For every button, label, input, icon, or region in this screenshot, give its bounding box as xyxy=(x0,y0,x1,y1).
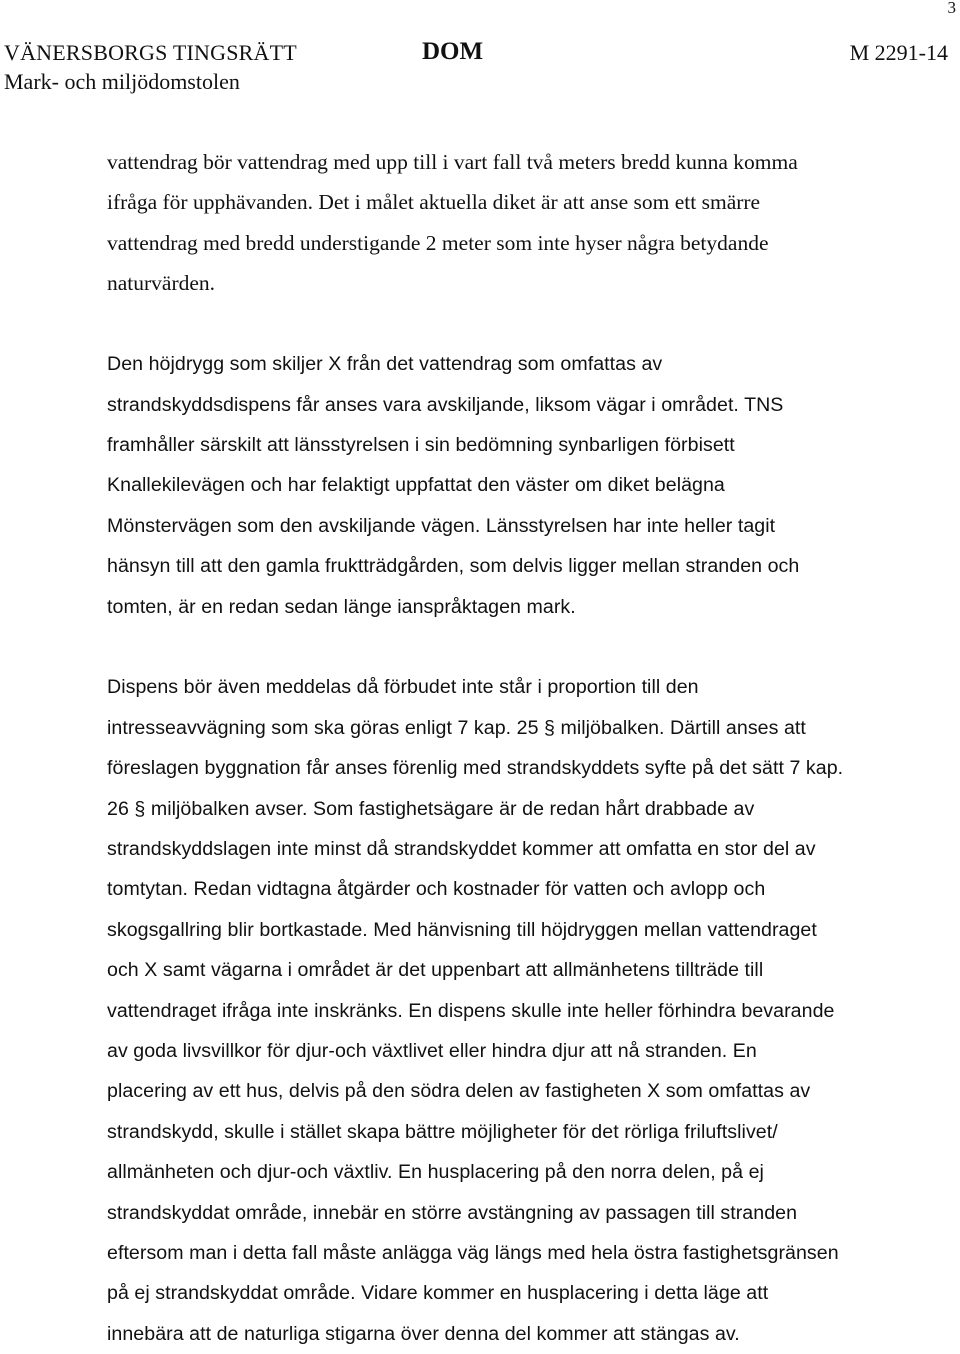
text-line: skogsgallring blir bortkastade. Med hänvisning till höjdryggen mellan vattendraget xyxy=(107,918,817,941)
page-number: 3 xyxy=(947,0,956,17)
text-line: vattendrag med bredd understigande 2 meter som inte hyser några betydande xyxy=(107,230,769,255)
paragraph-3 xyxy=(107,667,907,1354)
text-line: tomtytan. Redan vidtagna åtgärder och kostnader för vatten och avlopp och xyxy=(107,878,766,901)
text-line: hänsyn till att den gamla fruktträdgården, som delvis ligger mellan stranden och xyxy=(107,555,800,578)
text-line: på ej strandskyddat område. Vidare kommer en husplacering i detta läge att xyxy=(107,1282,769,1305)
text-line: strandskydd, skulle i stället skapa bättre möjligheter för det rörliga friluftslivet/ xyxy=(107,1120,778,1143)
text-line: vattendraget ifråga inte inskränks. En dispens skulle inte heller förhindra bevarande xyxy=(107,999,835,1022)
paragraph-2 xyxy=(107,344,907,627)
document-body xyxy=(107,142,907,1354)
text-line: och X samt vägarna i området är det uppenbart att allmänhetens tillträde till xyxy=(107,959,764,982)
court-department: Mark- och miljödomstolen xyxy=(4,69,240,94)
text-line: föreslagen byggnation får anses förenlig med strandskyddets syfte på det sätt 7 kap. xyxy=(107,757,844,780)
text-line: 26 § miljöbalken avser. Som fastighetsägare är de redan hårt drabbade av xyxy=(107,797,755,820)
text-line: Knallekilevägen och har felaktigt uppfattat den väster om diket belägna xyxy=(107,474,725,497)
paragraph-spacer xyxy=(107,627,907,668)
text-line: allmänheten och djur-och växtliv. En husplacering på den norra delen, på ej xyxy=(107,1161,764,1184)
text-line: strandskyddslagen inte minst då strandskyddet kommer att omfatta en stor del av xyxy=(107,838,816,861)
text-line: innebära att de naturliga stigarna över denna del kommer att stängas av. xyxy=(107,1322,740,1345)
text-line: strandskyddat område, innebär en större avstängning av passagen till stranden xyxy=(107,1201,798,1224)
case-number: M 2291-14 xyxy=(849,40,948,65)
text-line: framhåller särskilt att länsstyrelsen i sin bedömning synbarligen förbisett xyxy=(107,433,735,456)
text-line: placering av ett hus, delvis på den södra delen av fastigheten X som omfattas av xyxy=(107,1080,811,1103)
text-line: vattendrag bör vattendrag med upp till i vart fall två meters bredd kunna komma xyxy=(107,150,798,174)
text-line: tomten, är en redan sedan länge ianspråktagen mark. xyxy=(107,595,576,618)
text-line: eftersom man i detta fall måste anlägga väg längs med hela östra fastighetsgränsen xyxy=(107,1241,839,1264)
text-line: intresseavvägning som ska göras enligt 7 kap. 25 § miljöbalken. Därtill anses att xyxy=(107,716,806,739)
text-line: av goda livsvillkor för djur-och växtlivet eller hindra djur att nå stranden. En xyxy=(107,1040,757,1062)
text-line: strandskyddsdispens får anses vara avskiljande, liksom vägar i området. TNS xyxy=(107,393,784,416)
document-header xyxy=(4,40,948,100)
text-line: Den höjdrygg som skiljer X från det vattendrag som omfattas av xyxy=(107,353,663,376)
paragraph-1 xyxy=(107,142,907,304)
text-line: Mönstervägen som den avskiljande vägen. Länsstyrelsen har inte heller tagit xyxy=(107,514,776,537)
text-line: ifråga för upphävanden. Det i målet aktuella diket är att anse som ett smärre xyxy=(107,190,761,215)
text-line: naturvärden. xyxy=(107,271,216,296)
court-name: VÄNERSBORGS TINGSRÄTT xyxy=(4,40,297,65)
text-line: Dispens bör även meddelas då förbudet inte står i proportion till den xyxy=(107,676,699,699)
paragraph-spacer xyxy=(107,304,907,345)
document-type: DOM xyxy=(422,38,484,65)
